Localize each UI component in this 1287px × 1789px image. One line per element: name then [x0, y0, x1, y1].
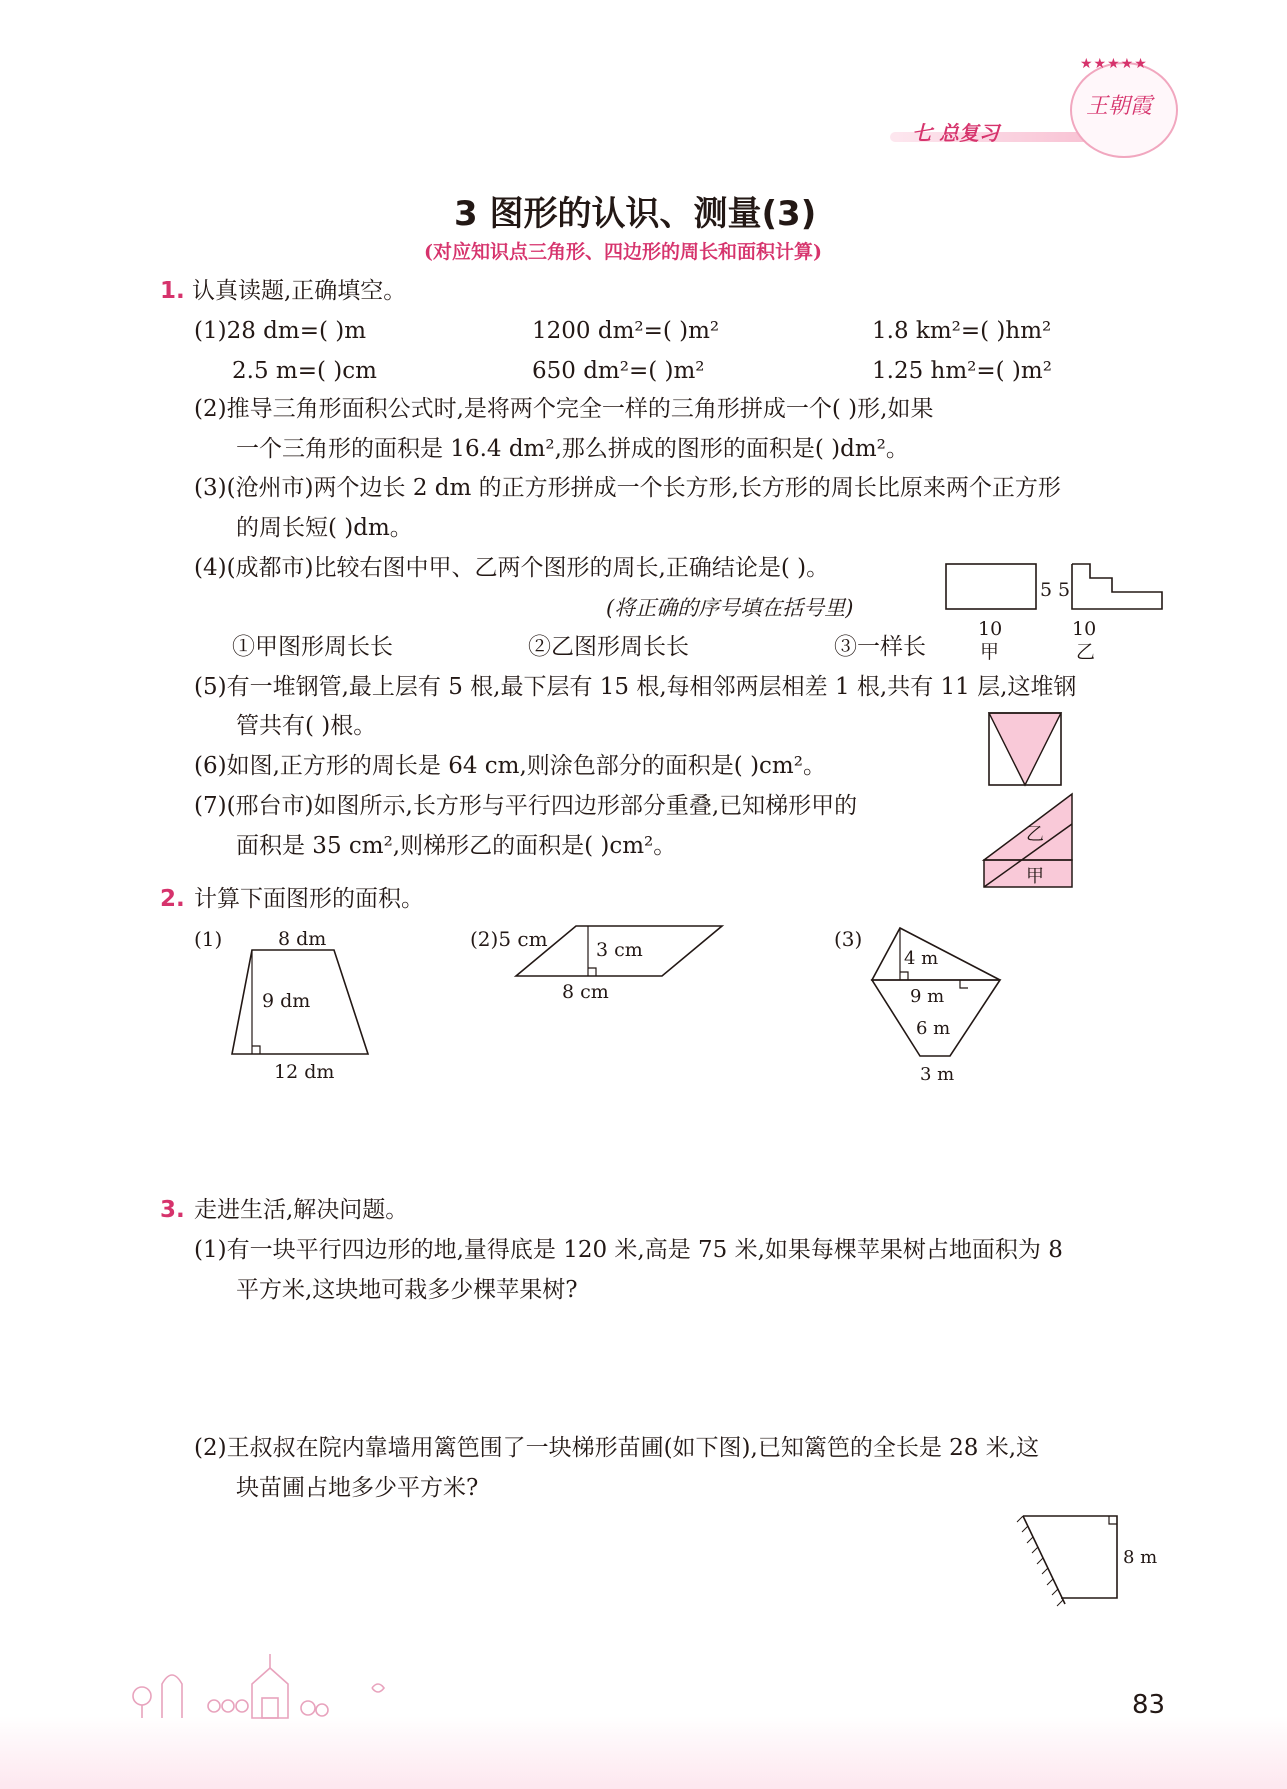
q1-heading: 认真读题,正确填空。	[192, 278, 407, 304]
right-angle-mark	[252, 1046, 260, 1054]
logo-stars: ★★★★★	[1080, 56, 1148, 72]
page-title: 3 图形的认识、测量(3)	[454, 194, 817, 234]
top-base-label: 8 dm	[278, 928, 327, 950]
right-angle-mark	[588, 968, 596, 976]
q1-p4-option3: ③一样长	[834, 634, 926, 660]
logo-text: 王朝霞	[1086, 94, 1153, 119]
q1-p3-line2: 的周长短( )dm。	[236, 515, 413, 541]
q1-p7-line1: (7)(邢台市)如图所示,长方形与平行四边形部分重叠,已知梯形甲的	[194, 793, 858, 819]
shape-jia	[946, 564, 1036, 609]
q1-p6: (6)如图,正方形的周长是 64 cm,则涂色部分的面积是( )cm²。	[194, 753, 826, 779]
q3-heading: 走进生活,解决问题。	[194, 1197, 409, 1223]
section-label: 七 总复习	[912, 121, 999, 145]
yi-trapezoid-label: 乙	[1026, 824, 1044, 845]
q1-p1-f: 1.25 hm²=( )m²	[872, 358, 1052, 384]
q1-p4-figure	[940, 560, 1170, 663]
width-label: 9 m	[910, 986, 945, 1007]
shape-yi	[1072, 564, 1162, 609]
q1-p1-c: 1.8 km²=( )hm²	[872, 318, 1052, 344]
wall-line	[1023, 1516, 1065, 1604]
q3-p1-line2: 平方米,这块地可栽多少棵苹果树?	[236, 1277, 578, 1303]
q2-parallelogram-figure	[512, 922, 732, 1012]
right-angle-mark	[1109, 1516, 1117, 1524]
q1-p2-line1: (2)推导三角形面积公式时,是将两个完全一样的三角形拼成一个( )形,如果	[194, 396, 934, 422]
footer-decoration	[122, 1648, 412, 1720]
yi-height-label: 5	[1058, 579, 1071, 601]
q2-composite-figure	[868, 924, 1008, 1094]
bottom-base-label: 12 dm	[274, 1061, 335, 1083]
q2-f1-label: (1)	[194, 927, 223, 951]
q1-p1-e: 650 dm²=( )m²	[532, 358, 705, 384]
q1-p5-line1: (5)有一堆钢管,最上层有 5 根,最下层有 15 根,每相邻两层相差 1 根,共有 11 层,这堆钢	[194, 674, 1077, 700]
fence	[1023, 1516, 1117, 1598]
q1-p4-line1: (4)(成都市)比较右图中甲、乙两个图形的周长,正确结论是( )。	[194, 555, 830, 581]
yi-label: 乙	[1076, 641, 1096, 663]
height-label: 9 dm	[262, 990, 311, 1012]
wall-hatching	[1017, 1516, 1063, 1606]
jia-trapezoid-label: 甲	[1026, 866, 1044, 887]
q3-p2-line1: (2)王叔叔在院内靠墙用篱笆围了一块梯形苗圃(如下图),已知篱笆的全长是 28 米,这	[194, 1435, 1040, 1461]
q2-number: 2.	[160, 886, 185, 912]
page-number: 83	[1132, 1690, 1166, 1720]
q1-number: 1.	[160, 278, 185, 304]
q1-p1-a: (1)28 dm=( )m	[194, 318, 367, 344]
q2-f2-label: (2)5 cm	[470, 927, 548, 951]
right-angle-mark-1	[900, 972, 908, 980]
q1-p5-line2: 管共有( )根。	[236, 713, 377, 739]
q1-p1-d: 2.5 m=( )cm	[232, 358, 377, 384]
jia-label: 甲	[980, 641, 1000, 663]
q1-p6-figure	[985, 709, 1065, 789]
q1-p4-option2: ②乙图形周长长	[528, 634, 689, 660]
q2-f3-label: (3)	[834, 927, 863, 951]
shaded-triangle	[989, 713, 1061, 785]
height-label: 3 cm	[596, 939, 643, 961]
footer-band	[0, 1716, 1287, 1789]
height-label: 8 m	[1123, 1547, 1158, 1568]
q3-number: 3.	[160, 1197, 185, 1223]
page-subtitle: (对应知识点三角形、四边形的周长和面积计算)	[424, 241, 822, 263]
bottom-label: 3 m	[920, 1064, 955, 1085]
jia-height-label: 5	[1040, 579, 1053, 601]
q1-p2-line2: 一个三角形的面积是 16.4 dm²,那么拼成的图形的面积是( )dm²。	[236, 436, 909, 462]
q1-p4-note: (将正确的序号填在括号里)	[606, 596, 854, 620]
q1-p4-option1: ①甲图形周长长	[232, 634, 393, 660]
q3-p1-line1: (1)有一块平行四边形的地,量得底是 120 米,高是 75 米,如果每棵苹果树占地面积为 8	[194, 1237, 1063, 1263]
q1-p3-line1: (3)(沧州市)两个边长 2 dm 的正方形拼成一个长方形,长方形的周长比原来两个正方形	[194, 475, 1061, 501]
q2-heading: 计算下面图形的面积。	[194, 886, 424, 912]
base-label: 8 cm	[562, 981, 609, 1003]
q1-p7-figure	[980, 790, 1076, 890]
q1-p7-line2: 面积是 35 cm²,则梯形乙的面积是( )cm²。	[236, 833, 677, 859]
triangle-height-label: 4 m	[904, 948, 939, 969]
right-angle-mark-2	[960, 980, 968, 988]
q3-p2-line2: 块苗圃占地多少平方米?	[236, 1475, 479, 1501]
q2-trapezoid-figure	[228, 924, 388, 1084]
q1-p1-b: 1200 dm²=( )m²	[532, 318, 720, 344]
trapezoid-height-label: 6 m	[916, 1018, 951, 1039]
q3-garden-figure	[1015, 1512, 1185, 1612]
yi-width-label: 10	[1072, 618, 1097, 640]
jia-width-label: 10	[978, 618, 1003, 640]
